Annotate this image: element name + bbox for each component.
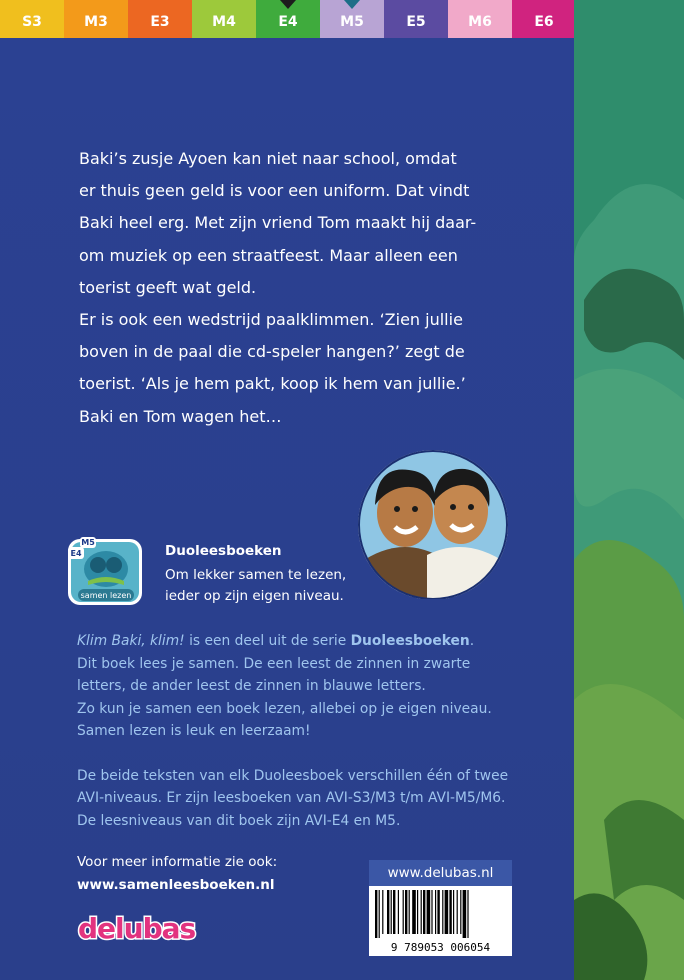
barcode-bar bbox=[449, 890, 451, 934]
series-name: Duoleesboeken bbox=[350, 633, 470, 649]
publisher-url: www.delubas.nl bbox=[369, 860, 512, 886]
barcode-bar bbox=[431, 890, 432, 934]
website-link[interactable]: www.samenleesboeken.nl bbox=[77, 877, 275, 893]
badge-level-side: E4 bbox=[70, 549, 82, 558]
barcode-bar bbox=[467, 890, 468, 938]
jungle-leaves-illustration bbox=[574, 0, 684, 980]
barcode-bar bbox=[435, 890, 436, 934]
story-line: boven in de paal die cd-speler hangen?’ zegt de bbox=[79, 342, 465, 362]
story-line: Baki’s zusje Ayoen kan niet naar school, omdat bbox=[79, 149, 457, 168]
barcode-bar bbox=[427, 890, 431, 934]
badge-caption: samen lezen bbox=[80, 591, 132, 600]
avi-level-bar bbox=[0, 0, 576, 38]
barcode-bar bbox=[375, 890, 377, 938]
more-info-label: Voor meer informatie zie ook: bbox=[77, 854, 278, 870]
level-tab-s3 bbox=[0, 0, 64, 38]
barcode-bar bbox=[405, 890, 407, 934]
level-label: E5 bbox=[406, 14, 426, 30]
barcode-bar bbox=[412, 890, 416, 934]
barcode-bar bbox=[387, 890, 389, 934]
duoleesboeken-tagline bbox=[165, 565, 365, 607]
barcode-bar bbox=[442, 890, 443, 934]
badge-level-top: M5 bbox=[81, 538, 95, 547]
barcode-bar bbox=[409, 890, 410, 934]
isbn-barcode bbox=[369, 860, 512, 956]
level-tab-m6 bbox=[448, 0, 512, 38]
barcode-bar bbox=[379, 890, 380, 938]
duoleesboeken-title: Duoleesboeken bbox=[165, 543, 282, 559]
level-tab-e6 bbox=[512, 0, 576, 38]
level-tab-e4 bbox=[256, 0, 320, 38]
story-line: Baki en Tom wagen het… bbox=[79, 406, 282, 426]
level-tab-e3 bbox=[128, 0, 192, 38]
front-cover-edge-illustration bbox=[574, 0, 684, 980]
story-line: toerist geeft wat geld. bbox=[79, 277, 257, 297]
baki-and-tom-illustration bbox=[357, 415, 509, 599]
level-tab-m5 bbox=[320, 0, 384, 38]
levels-paragraph bbox=[77, 765, 517, 833]
barcode-bar bbox=[460, 890, 461, 934]
text-line: AVI-niveaus. Er zijn leesboeken van AVI-S3/M3 t/m AVI-M5/M6. bbox=[77, 790, 506, 806]
series-paragraph bbox=[77, 630, 517, 743]
series-info bbox=[77, 630, 517, 854]
barcode-bar bbox=[453, 890, 454, 934]
tagline-line: Om lekker samen te lezen, bbox=[165, 567, 347, 583]
level-tab-m4 bbox=[192, 0, 256, 38]
level-label: M4 bbox=[212, 14, 236, 30]
level-label: M3 bbox=[84, 14, 108, 30]
barcode-bar bbox=[403, 890, 404, 934]
book-title: Klim Baki, klim! bbox=[77, 633, 185, 649]
level-label: M5 bbox=[340, 14, 364, 30]
tagline-line: ieder op zijn eigen niveau. bbox=[165, 588, 344, 604]
text-line: Zo kun je samen een boek lezen, allebei op je eigen niveau. bbox=[77, 700, 492, 717]
text-span: is een deel uit de serie bbox=[184, 633, 351, 649]
story-line: er thuis geen geld is voor een uniform. Dat vindt bbox=[79, 181, 470, 201]
story-line: Baki heel erg. Met zijn vriend Tom maakt hij daar- bbox=[79, 213, 477, 233]
text-span: . bbox=[469, 633, 475, 649]
barcode-bar bbox=[382, 890, 383, 934]
barcode-bar bbox=[463, 890, 467, 938]
barcode-bar bbox=[423, 890, 425, 934]
isbn-number: 9 789053 006054 bbox=[390, 941, 491, 954]
text-line: De beide teksten van elk Duoleesboek verschillen één of twee bbox=[77, 767, 509, 784]
barcode-bar bbox=[457, 890, 458, 934]
samen-lezen-badge bbox=[66, 537, 144, 607]
text-line: Dit boek lees je samen. De een leest de zinnen in zwarte bbox=[77, 655, 471, 672]
story-line: om muziek op een straatfeest. Maar alleen een bbox=[79, 245, 458, 265]
level-label: E6 bbox=[534, 14, 554, 30]
barcode-bar bbox=[445, 890, 449, 934]
level-tab-m3 bbox=[64, 0, 128, 38]
level-label: S3 bbox=[22, 14, 42, 30]
delubas-logo: delubas bbox=[78, 912, 196, 945]
barcode-bar bbox=[417, 890, 418, 934]
barcode-bar bbox=[437, 890, 439, 934]
text-line: Samen lezen is leuk en leerzaam! bbox=[77, 723, 311, 739]
level-label: M6 bbox=[468, 14, 492, 30]
barcode-bar bbox=[391, 890, 392, 934]
text-line: De leesniveaus van dit boek zijn AVI-E4 en M5. bbox=[77, 812, 401, 829]
level-label: E3 bbox=[150, 14, 170, 30]
barcode-bar bbox=[421, 890, 422, 934]
story-line: toerist. ‘Als je hem pakt, koop ik hem van jullie.’ bbox=[79, 374, 466, 394]
barcode-bars bbox=[373, 890, 508, 938]
barcode-bar bbox=[398, 890, 399, 934]
level-tab-e5 bbox=[384, 0, 448, 38]
story-line: Er is ook een wedstrijd paalklimmen. ‘Zien jullie bbox=[79, 310, 463, 330]
barcode-bar bbox=[393, 890, 395, 934]
story-summary bbox=[79, 143, 519, 433]
level-label: E4 bbox=[278, 14, 298, 30]
more-info bbox=[77, 851, 277, 897]
text-line: letters, de ander leest de zinnen in blauwe letters. bbox=[77, 678, 426, 694]
